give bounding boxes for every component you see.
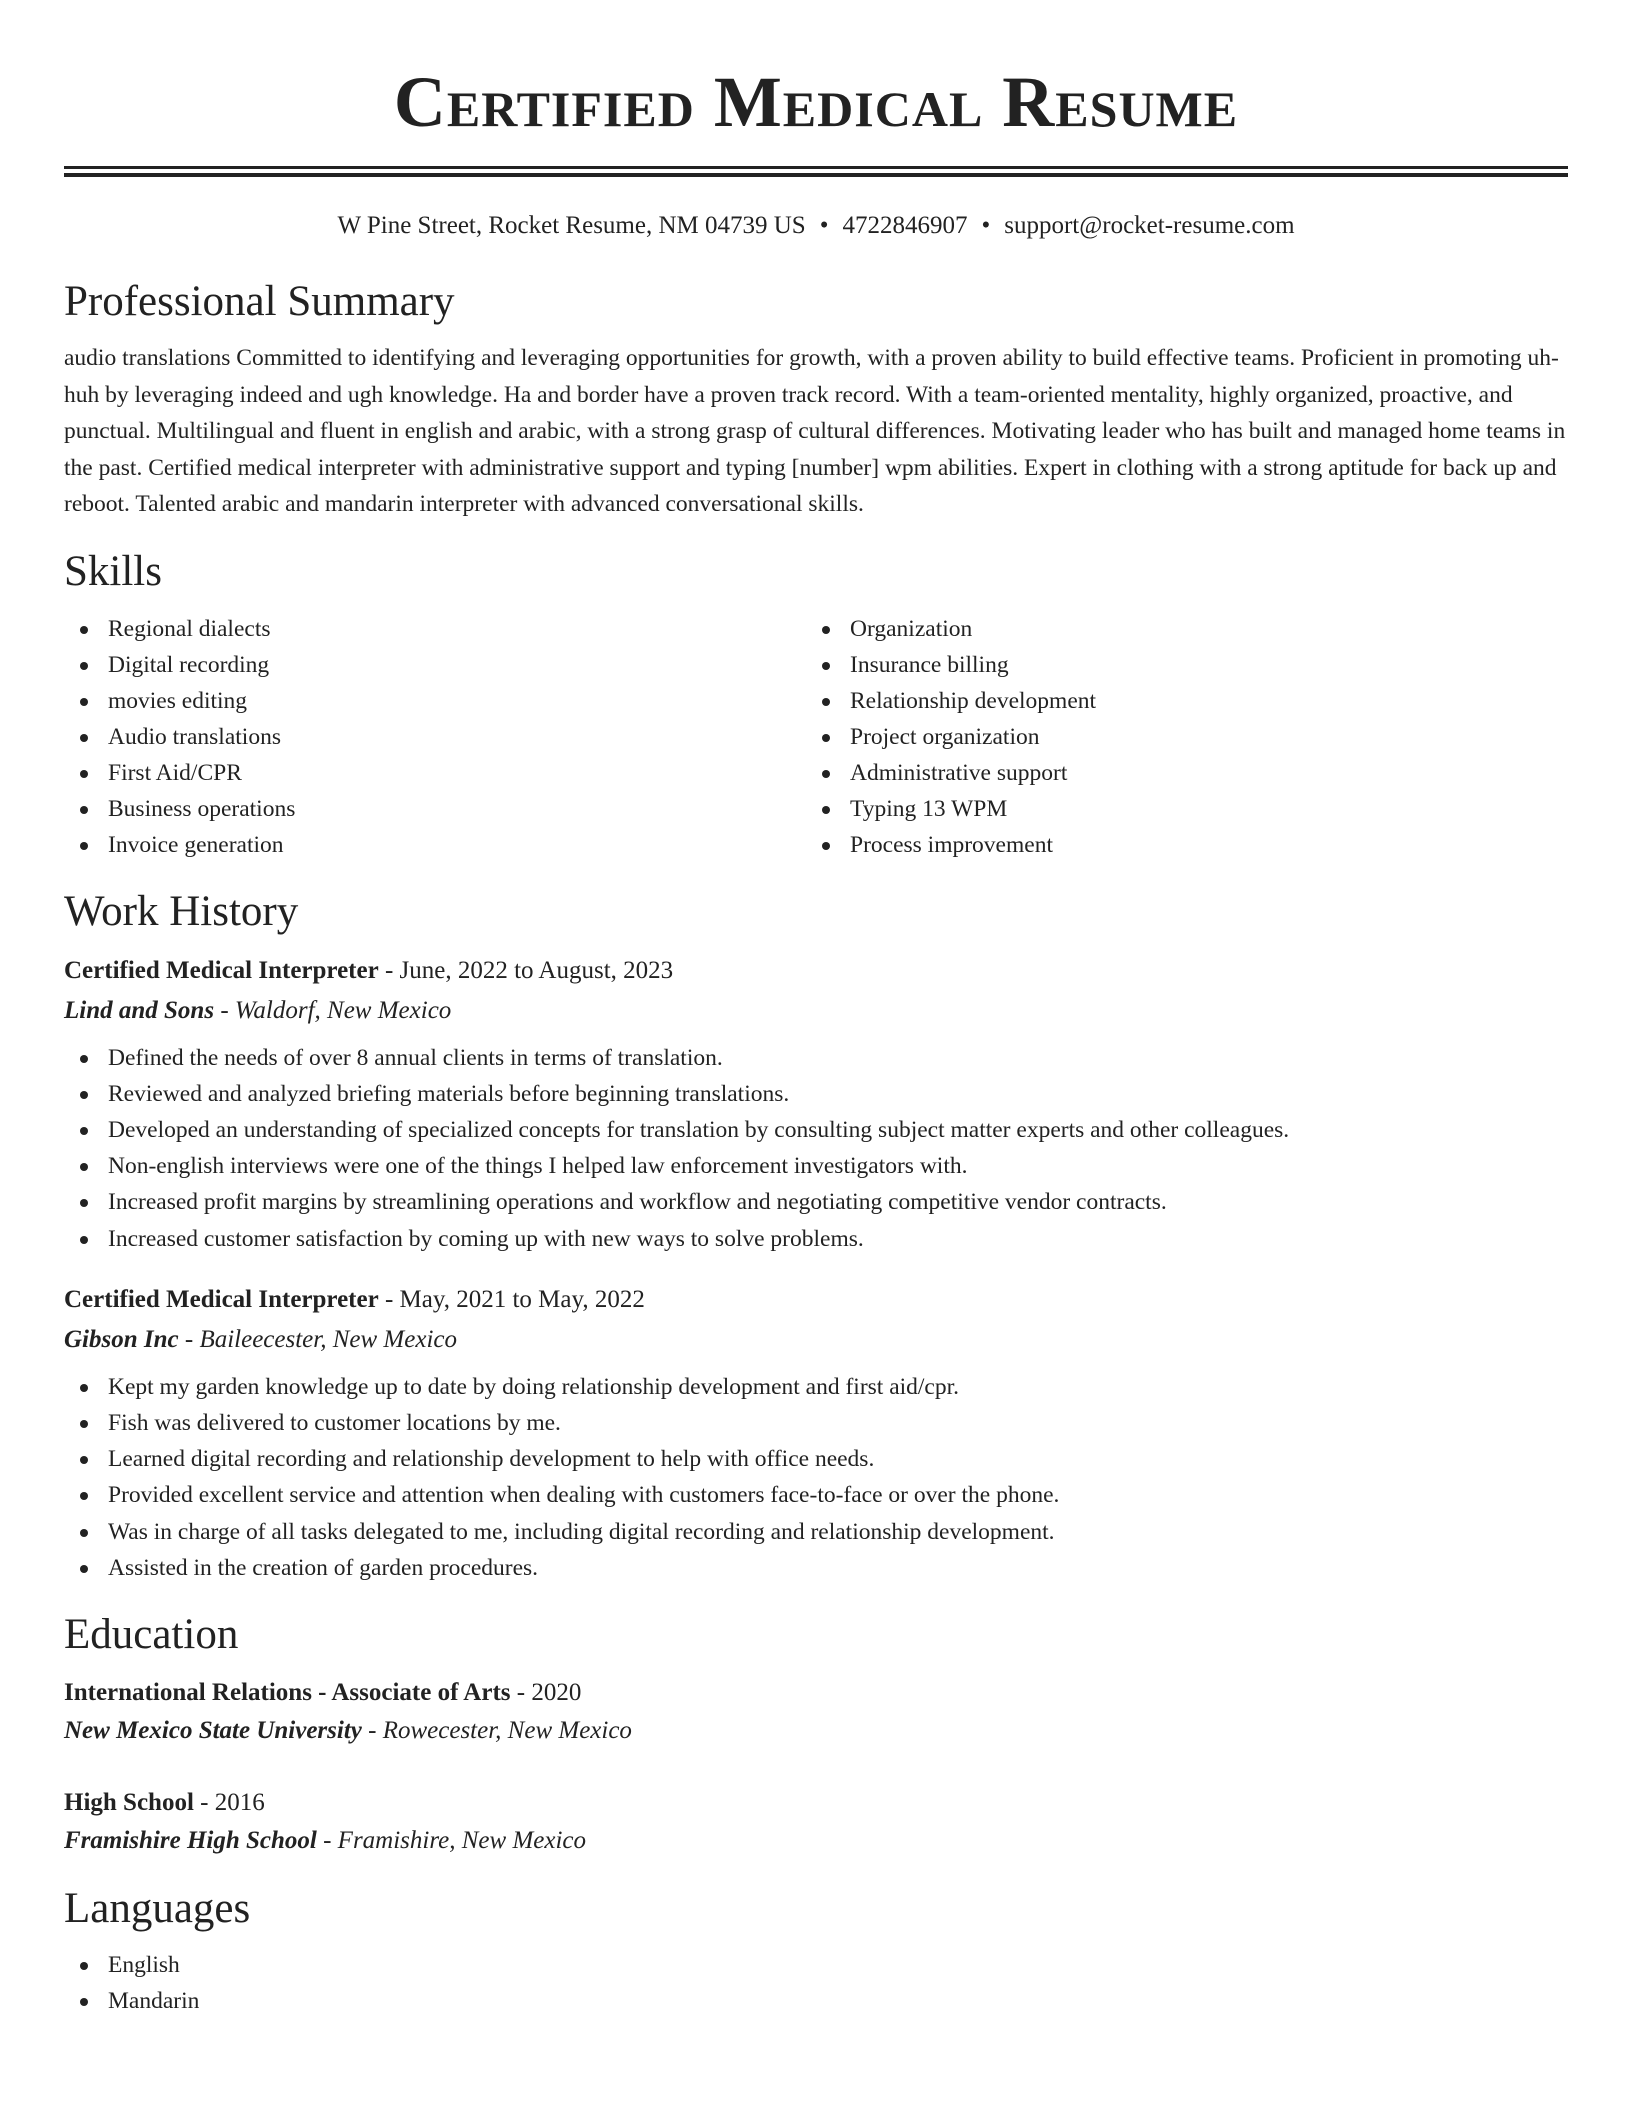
job-duty: Fish was delivered to customer locations by me. xyxy=(64,1405,1568,1441)
job-duty: Learned digital recording and relationship development to help with office needs. xyxy=(64,1441,1568,1477)
job-company: Gibson Inc xyxy=(64,1325,179,1353)
skills-list-right xyxy=(806,611,1548,863)
skill-item: Digital recording xyxy=(64,647,806,683)
education-year: - 2016 xyxy=(193,1788,265,1816)
education-degree-line xyxy=(64,1674,1568,1712)
job-title-line xyxy=(64,1280,1568,1320)
skill-item: Process improvement xyxy=(806,827,1548,863)
contact-address: W Pine Street, Rocket Resume, NM 04739 US xyxy=(337,212,806,239)
job-duty: Kept my garden knowledge up to date by doing relationship development and first aid/cpr. xyxy=(64,1369,1568,1405)
job-duty: Non-english interviews were one of the things I helped law enforcement investigators with. xyxy=(64,1148,1568,1184)
skill-item: Regional dialects xyxy=(64,611,806,647)
job-duty: Provided excellent service and attention when dealing with customers face-to-face or over the phone. xyxy=(64,1477,1568,1513)
education-entry xyxy=(64,1674,1568,1750)
job-entry xyxy=(64,951,1568,1257)
job-company-line xyxy=(64,991,1568,1031)
education-school-line xyxy=(64,1822,1568,1860)
contact-phone: 4722846907 xyxy=(842,212,968,239)
skills-heading: Skills xyxy=(64,547,162,595)
skills-list-left xyxy=(64,611,806,863)
education-degree: High School xyxy=(64,1788,194,1816)
education-year: - 2020 xyxy=(510,1678,582,1706)
education-degree: International Relations - Associate of Arts xyxy=(64,1678,511,1706)
contact-separator: • xyxy=(981,212,991,239)
education-heading: Education xyxy=(64,1610,239,1658)
job-duty: Developed an understanding of specialized concepts for translation by consulting subject matter experts and other colleagues. xyxy=(64,1112,1568,1148)
skill-item: movies editing xyxy=(64,683,806,719)
job-title: Certified Medical Interpreter xyxy=(64,1285,379,1313)
job-location: - Baileecester, New Mexico xyxy=(178,1325,457,1353)
job-duty: Increased customer satisfaction by coming up with new ways to solve problems. xyxy=(64,1221,1568,1257)
job-company-line xyxy=(64,1320,1568,1360)
job-duty: Was in charge of all tasks delegated to me, including digital recording and relationship development. xyxy=(64,1514,1568,1550)
skill-item: Business operations xyxy=(64,791,806,827)
skill-item: Administrative support xyxy=(806,755,1548,791)
job-title: Certified Medical Interpreter xyxy=(64,956,379,984)
education-entry xyxy=(64,1784,1568,1860)
job-title-line xyxy=(64,951,1568,991)
job-company: Lind and Sons xyxy=(64,996,215,1024)
education-school-line xyxy=(64,1712,1568,1750)
education-school: Framishire High School xyxy=(64,1826,317,1854)
language-item: English xyxy=(64,1947,1568,1983)
contact-separator: • xyxy=(819,212,829,239)
job-duty: Reviewed and analyzed briefing materials before beginning translations. xyxy=(64,1076,1568,1112)
summary-text: audio translations Committed to identifying and leveraging opportunities for growth, with a proven ability to build effective teams. Proficient in promoting uh-huh by leveraging indeed and ugh knowledge. Ha and border have a proven track record. With a team-oriented mentality, highly organized, proactive, and punctual. Multilingual and fluent in english and arabic, with a strong grasp of cultural differences. Motivating leader who has built and managed home teams in the past. Certified medical interpreter with administrative support and typing [number] wpm abilities. Expert in clothing with a strong aptitude for back up and reboot. Talented arabic and mandarin interpreter with advanced conversational skills. xyxy=(64,345,1566,517)
job-duty: Defined the needs of over 8 annual clients in terms of translation. xyxy=(64,1040,1568,1076)
job-duty: Increased profit margins by streamlining operations and workflow and negotiating competitive vendor contracts. xyxy=(64,1184,1568,1220)
education-location: - Framishire, New Mexico xyxy=(316,1826,587,1854)
summary-heading: Professional Summary xyxy=(64,278,455,325)
education-degree-line xyxy=(64,1784,1568,1822)
skill-item: Organization xyxy=(806,611,1548,647)
skill-item: Relationship development xyxy=(806,683,1548,719)
title-double-rule xyxy=(64,166,1568,177)
job-duty: Assisted in the creation of garden procedures. xyxy=(64,1550,1568,1586)
job-duties-list xyxy=(64,1040,1568,1257)
skill-item: Insurance billing xyxy=(806,647,1548,683)
contact-email[interactable]: support@rocket-resume.com xyxy=(1004,212,1295,239)
job-dates: - June, 2022 to August, 2023 xyxy=(378,956,674,984)
language-item: Mandarin xyxy=(64,1983,1568,2019)
work-history-heading: Work History xyxy=(64,887,299,935)
skill-item: Project organization xyxy=(806,719,1548,755)
languages-list xyxy=(64,1947,1568,2019)
resume-title: Certified Medical Resume xyxy=(393,62,1239,142)
skill-item: First Aid/CPR xyxy=(64,755,806,791)
education-school: New Mexico State University xyxy=(64,1716,362,1744)
education-location: - Rowecester, New Mexico xyxy=(361,1716,632,1744)
skills-grid xyxy=(64,611,1568,863)
contact-line xyxy=(64,211,1568,241)
job-location: - Waldorf, New Mexico xyxy=(214,996,452,1024)
skill-item: Audio translations xyxy=(64,719,806,755)
job-duties-list xyxy=(64,1369,1568,1586)
skill-item: Invoice generation xyxy=(64,827,806,863)
job-dates: - May, 2021 to May, 2022 xyxy=(378,1285,645,1313)
skill-item: Typing 13 WPM xyxy=(806,791,1548,827)
resume-page xyxy=(64,0,1568,2019)
languages-heading: Languages xyxy=(64,1884,251,1932)
job-entry xyxy=(64,1280,1568,1586)
